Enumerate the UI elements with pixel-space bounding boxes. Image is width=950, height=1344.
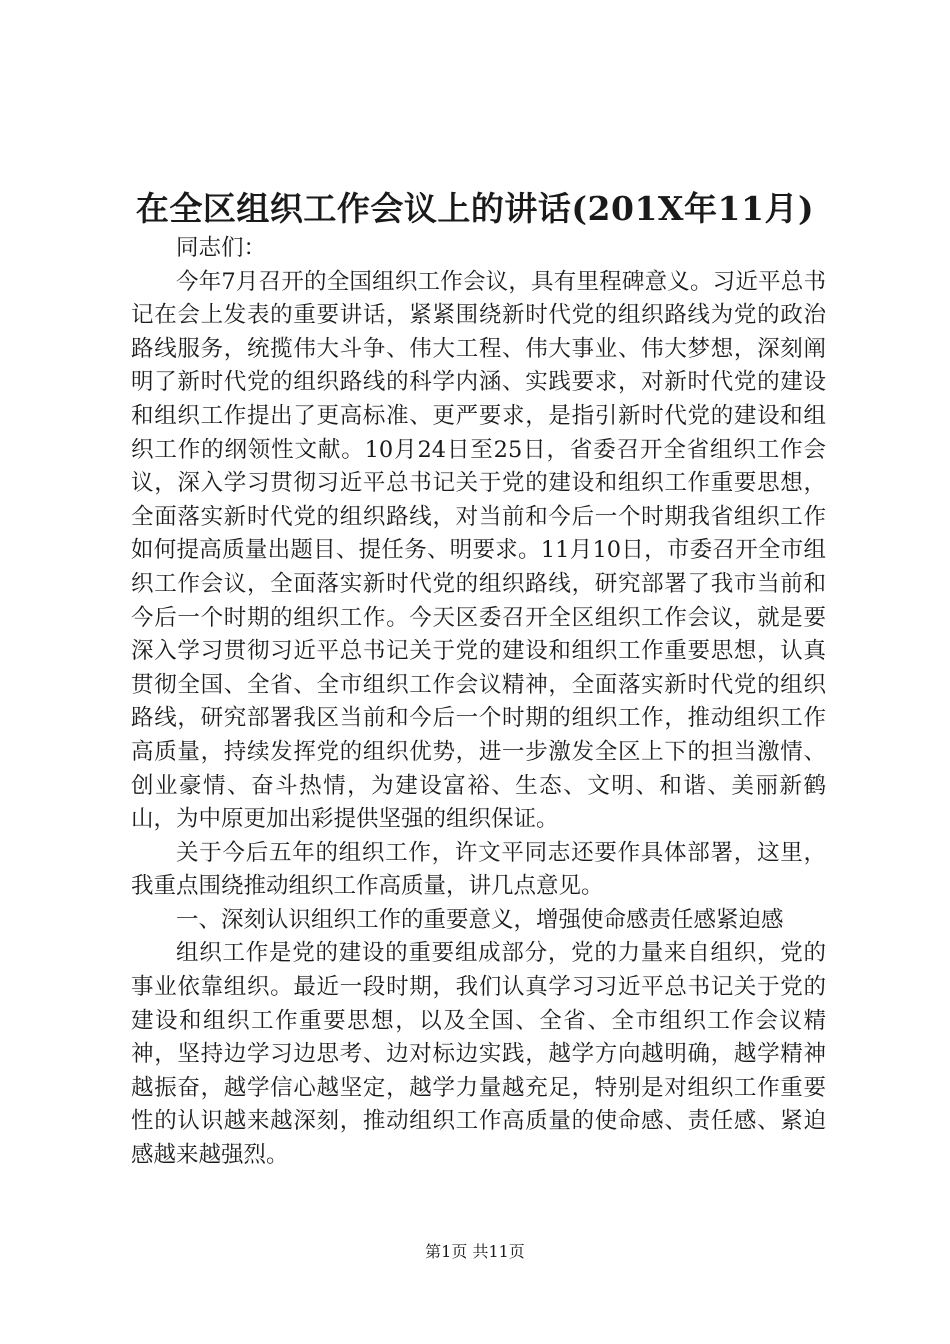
section-heading-1: 一、深刻认识组织工作的重要意义，增强使命感责任感紧迫感 bbox=[176, 906, 784, 933]
page-footer: 第1页 共11页 bbox=[425, 1242, 525, 1261]
paragraph-intro: 今年7月召开的全国组织工作会议，具有里程碑意义。习近平总书记在会上发表的重要讲话，紧紧围绕新时代党的组织路线为党的政治路线服务，统揽伟大斗争、伟大工程、伟大事业、伟大梦想，深刻阐明了新时代党的组织路线的科学内涵、实践要求，对新时代党的建设和组织工作提出了更高标准、更严要求，是指引新时代党的建设和组织工作的纲领性文献。10月24日至25日，省委召开全省组织工作会议，深入学习贯彻习近平总书记关于党的建设和组织工作重要思想，全面落实新时代党的组织路线，对当前和今后一个时期我省组织工作如何提高质量出题目、提任务、明要求。11月10日，市委召开全市组织工作会议，全面落实新时代党的组织路线，研究部署了我市当前和今后一个时期的组织工作。今天区委召开全区组织工作会议，就是要深入学习贯彻习近平总书记关于党的建设和组织工作重要思想，认真贯彻全国、全省、全市组织工作会议精神，全面落实新时代党的组织路线，研究部署我区当前和今后一个时期的组织工作，推动组织工作高质量，持续发挥党的组织优势，进一步激发全区上下的担当激情、创业豪情、奋斗热情，为建设富裕、生态、文明、和谐、美丽新鹤山，为中原更加出彩提供坚强的组织保证。 bbox=[131, 268, 826, 833]
paragraph-section-1: 组织工作是党的建设的重要组成部分，党的力量来自组织，党的事业依靠组织。最近一段时期，我们认真学习习近平总书记关于党的建设和组织工作重要思想，以及全国、全省、全市组织工作会议精神，坚持边学习边思考、边对标边实践，越学方向越明确，越学精神越振奋，越学信心越坚定，越学力量越充足，特别是对组织工作重要性的认识越来越深刻，推动组织工作高质量的使命感、责任感、紧迫感越来越强烈。 bbox=[131, 940, 826, 1169]
document-title: 在全区组织工作会议上的讲话(201X年11月) bbox=[135, 189, 815, 228]
document-body bbox=[131, 232, 826, 1173]
paragraph-salutation: 同志们： bbox=[176, 235, 267, 261]
paragraph-transition: 关于今后五年的组织工作，许文平同志还要作具体部署，这里，我重点围绕推动组织工作高质量，讲几点意见。 bbox=[131, 839, 826, 900]
